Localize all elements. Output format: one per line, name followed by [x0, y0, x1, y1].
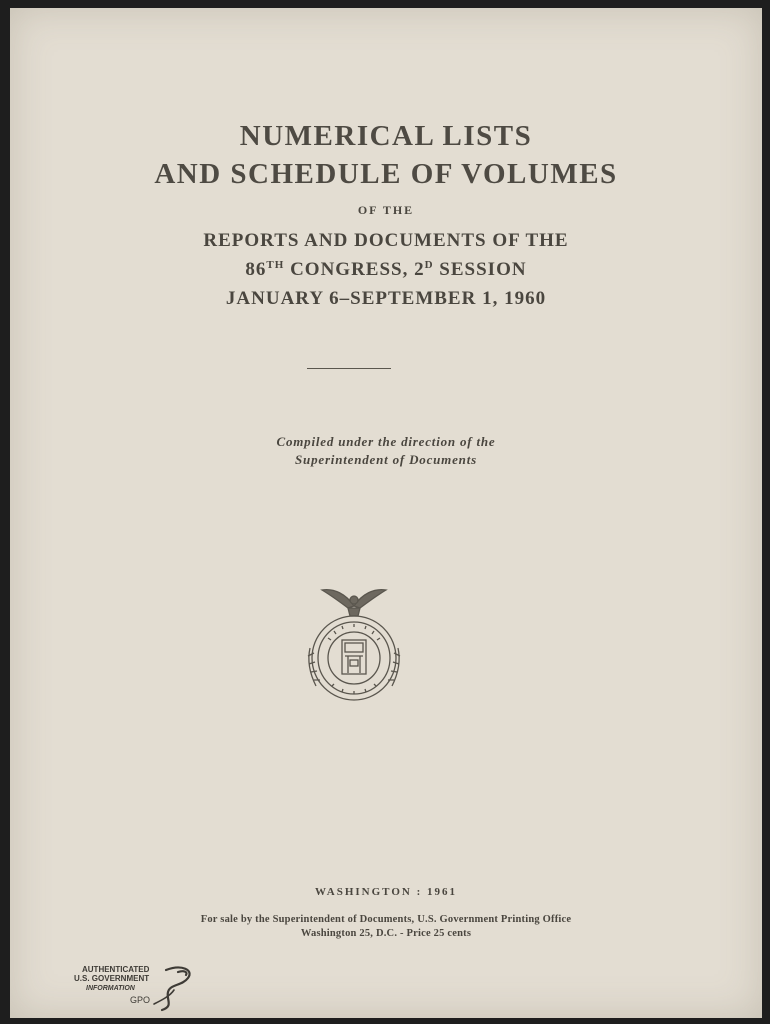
- divider-rule: [307, 368, 391, 369]
- gpo-seal-icon: [298, 576, 410, 708]
- subtitle-dates: JANUARY 6–SEPTEMBER 1, 1960: [225, 288, 547, 309]
- auth-line-3: INFORMATION: [86, 985, 135, 992]
- eagle-swoosh-icon: [154, 968, 190, 1010]
- subtitle-line-1: REPORTS AND DOCUMENTS OF THE: [203, 230, 569, 251]
- subtitle-of-the: OF THE: [357, 203, 415, 217]
- subtitle-line-2: [10, 259, 762, 281]
- compiled-line-2: Superintendent of Documents: [295, 452, 477, 467]
- congress-text: CONGRESS, 2: [284, 259, 425, 280]
- auth-line-1: AUTHENTICATED: [82, 965, 150, 974]
- auth-line-2: U.S. GOVERNMENT: [74, 974, 150, 983]
- session-suffix: D: [424, 259, 434, 271]
- gpo-authenticated-logo: [70, 960, 200, 1012]
- imprint-sale-line-1: For sale by the Superintendent of Documents, U.S. Government Printing Office: [200, 914, 572, 925]
- session-text: SESSION: [433, 259, 527, 280]
- imprint-place: WASHINGTON : 1961: [315, 886, 457, 898]
- compiled-line-1: Compiled under the direction of the: [276, 434, 496, 449]
- title-line-2: AND SCHEDULE OF VOLUMES: [154, 158, 618, 190]
- congress-suffix: TH: [266, 259, 285, 271]
- document-page: [10, 8, 762, 1018]
- congress-number: 86: [245, 259, 267, 280]
- imprint-sale-line-2: Washington 25, D.C. - Price 25 cents: [300, 928, 472, 939]
- auth-line-4: GPO: [130, 995, 151, 1005]
- title-line-1: NUMERICAL LISTS: [239, 120, 533, 152]
